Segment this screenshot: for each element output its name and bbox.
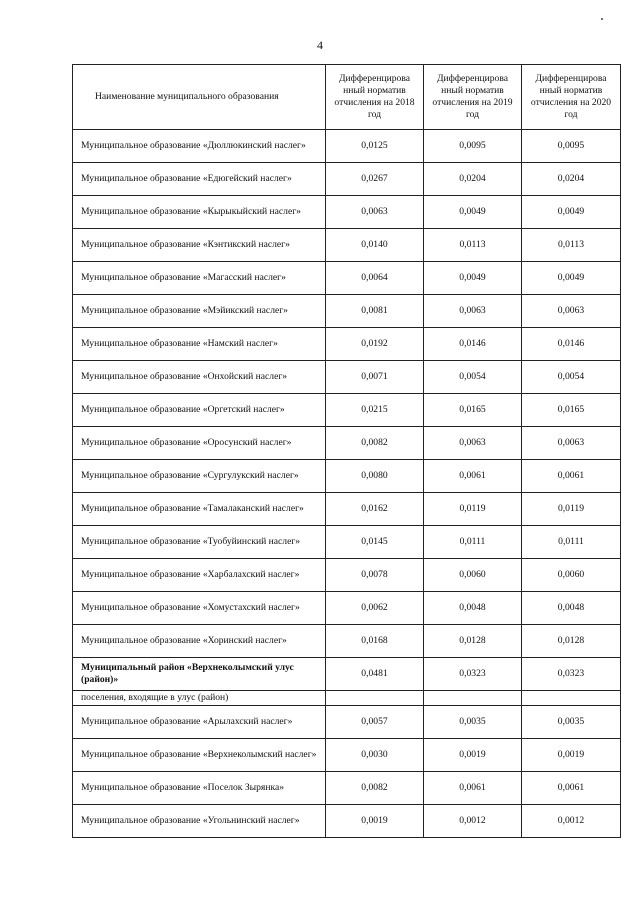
table-body <box>73 130 621 838</box>
table-row <box>73 526 621 559</box>
norm-2020-cell: 0,0048 <box>522 592 621 625</box>
table-row <box>73 394 621 427</box>
norm-2020-cell: 0,0128 <box>522 625 621 658</box>
norm-2018-cell: 0,0071 <box>326 361 424 394</box>
norm-2018-cell: 0,0057 <box>326 706 424 739</box>
norm-2019-cell: 0,0060 <box>424 559 522 592</box>
norm-2018-cell: 0,0082 <box>326 772 424 805</box>
page-number: 4 <box>317 38 323 52</box>
municipality-name-cell: Муниципальное образование «Едюгейский наслег» <box>73 163 326 196</box>
norm-2018-cell: 0,0162 <box>326 493 424 526</box>
table-row <box>73 361 621 394</box>
norm-2018-cell: 0,0078 <box>326 559 424 592</box>
norm-2019-cell: 0,0012 <box>424 805 522 838</box>
municipality-name-cell: Муниципальное образование «Оросунский наслег» <box>73 427 326 460</box>
norm-2020-cell: 0,0061 <box>522 460 621 493</box>
norm-2018-cell: 0,0062 <box>326 592 424 625</box>
norm-2019-cell: 0,0111 <box>424 526 522 559</box>
norm-2019-cell: 0,0019 <box>424 739 522 772</box>
norm-2019-cell: 0,0146 <box>424 328 522 361</box>
norm-2020-cell: 0,0111 <box>522 526 621 559</box>
table-row <box>73 691 621 706</box>
scan-speck <box>601 18 603 20</box>
table-row <box>73 739 621 772</box>
municipality-name-cell: Муниципальное образование «Харбалахский наслег» <box>73 559 326 592</box>
municipality-name-cell: Муниципальное образование «Арылахский наслег» <box>73 706 326 739</box>
norm-2019-cell: 0,0061 <box>424 772 522 805</box>
norm-2018-cell: 0,0267 <box>326 163 424 196</box>
norm-2018-cell: 0,0063 <box>326 196 424 229</box>
norm-2019-cell: 0,0113 <box>424 229 522 262</box>
table-row <box>73 229 621 262</box>
table-row <box>73 163 621 196</box>
table-row <box>73 262 621 295</box>
municipality-name-cell: Муниципальное образование «Угольнинский наслег» <box>73 805 326 838</box>
table-row <box>73 460 621 493</box>
norm-2019-cell: 0,0063 <box>424 427 522 460</box>
table-header-row <box>73 65 621 130</box>
norm-2018-cell <box>326 691 424 706</box>
norm-2018-cell: 0,0145 <box>326 526 424 559</box>
header-2019: Дифференцирова нный норматив отчисления на 2019 год <box>424 65 522 130</box>
municipality-name-cell: Муниципальное образование «Сургулукский наслег» <box>73 460 326 493</box>
table-row <box>73 427 621 460</box>
table-row <box>73 805 621 838</box>
norm-2019-cell <box>424 691 522 706</box>
table-row <box>73 328 621 361</box>
norm-2018-cell: 0,0215 <box>326 394 424 427</box>
norm-2020-cell: 0,0113 <box>522 229 621 262</box>
norm-2018-cell: 0,0192 <box>326 328 424 361</box>
municipality-name-cell: Муниципальное образование «Кэнтикский наслег» <box>73 229 326 262</box>
table-row <box>73 592 621 625</box>
norm-2020-cell: 0,0054 <box>522 361 621 394</box>
municipality-name-cell: Муниципальное образование «Хомустахский наслег» <box>73 592 326 625</box>
norm-2019-cell: 0,0063 <box>424 295 522 328</box>
norm-2020-cell: 0,0095 <box>522 130 621 163</box>
norms-table <box>72 64 621 838</box>
norm-2020-cell: 0,0049 <box>522 262 621 295</box>
norm-2020-cell: 0,0063 <box>522 427 621 460</box>
table-row <box>73 130 621 163</box>
norm-2019-cell: 0,0165 <box>424 394 522 427</box>
norm-2020-cell: 0,0119 <box>522 493 621 526</box>
norm-2019-cell: 0,0095 <box>424 130 522 163</box>
norm-2018-cell: 0,0080 <box>326 460 424 493</box>
norm-2018-cell: 0,0064 <box>326 262 424 295</box>
norm-2020-cell: 0,0012 <box>522 805 621 838</box>
table-row <box>73 196 621 229</box>
norm-2019-cell: 0,0061 <box>424 460 522 493</box>
norm-2020-cell: 0,0061 <box>522 772 621 805</box>
norm-2019-cell: 0,0323 <box>424 658 522 691</box>
norm-2020-cell: 0,0049 <box>522 196 621 229</box>
norm-2018-cell: 0,0030 <box>326 739 424 772</box>
municipality-name-cell: поселения, входящие в улус (район) <box>73 691 326 706</box>
norm-2020-cell: 0,0323 <box>522 658 621 691</box>
norm-2019-cell: 0,0054 <box>424 361 522 394</box>
norm-2019-cell: 0,0204 <box>424 163 522 196</box>
table-row <box>73 658 621 691</box>
norm-2020-cell: 0,0060 <box>522 559 621 592</box>
municipality-name-cell: Муниципальное образование «Туобуйинский наслег» <box>73 526 326 559</box>
table-row <box>73 295 621 328</box>
table-row <box>73 559 621 592</box>
norm-2018-cell: 0,0481 <box>326 658 424 691</box>
norm-2018-cell: 0,0019 <box>326 805 424 838</box>
norm-2019-cell: 0,0035 <box>424 706 522 739</box>
municipality-name-cell: Муниципальное образование «Оргетский наслег» <box>73 394 326 427</box>
norm-2020-cell: 0,0204 <box>522 163 621 196</box>
header-2020: Дифференцирова нный норматив отчисления на 2020 год <box>522 65 621 130</box>
norm-2018-cell: 0,0081 <box>326 295 424 328</box>
norm-2020-cell: 0,0019 <box>522 739 621 772</box>
norm-2020-cell: 0,0146 <box>522 328 621 361</box>
header-municipality: Наименование муниципального образования <box>73 65 326 130</box>
municipality-name-cell: Муниципальное образование «Мэйикский наслег» <box>73 295 326 328</box>
municipality-name-cell: Муниципальный район «Верхнеколымский улус (район)» <box>73 658 326 691</box>
norm-2019-cell: 0,0049 <box>424 262 522 295</box>
norm-2018-cell: 0,0082 <box>326 427 424 460</box>
municipality-name-cell: Муниципальное образование «Магасский наслег» <box>73 262 326 295</box>
norm-2019-cell: 0,0049 <box>424 196 522 229</box>
municipality-name-cell: Муниципальное образование «Поселок Зырянка» <box>73 772 326 805</box>
municipality-name-cell: Муниципальное образование «Намский наслег» <box>73 328 326 361</box>
header-2018: Дифференцирова нный норматив отчисления на 2018 год <box>326 65 424 130</box>
table-row <box>73 772 621 805</box>
norm-2018-cell: 0,0140 <box>326 229 424 262</box>
norm-2020-cell: 0,0063 <box>522 295 621 328</box>
norm-2020-cell: 0,0035 <box>522 706 621 739</box>
municipality-name-cell: Муниципальное образование «Кырыкыйский наслег» <box>73 196 326 229</box>
norm-2020-cell <box>522 691 621 706</box>
norm-2019-cell: 0,0119 <box>424 493 522 526</box>
municipality-name-cell: Муниципальное образование «Хоринский наслег» <box>73 625 326 658</box>
norm-2018-cell: 0,0125 <box>326 130 424 163</box>
table-row <box>73 493 621 526</box>
municipality-name-cell: Муниципальное образование «Тамалаканский наслег» <box>73 493 326 526</box>
table-row <box>73 706 621 739</box>
municipality-name-cell: Муниципальное образование «Дюллюкинский наслег» <box>73 130 326 163</box>
norm-2020-cell: 0,0165 <box>522 394 621 427</box>
norm-2019-cell: 0,0048 <box>424 592 522 625</box>
municipality-name-cell: Муниципальное образование «Онхойский наслег» <box>73 361 326 394</box>
table-row <box>73 625 621 658</box>
municipality-name-cell: Муниципальное образование «Верхнеколымский наслег» <box>73 739 326 772</box>
norm-2018-cell: 0,0168 <box>326 625 424 658</box>
norm-2019-cell: 0,0128 <box>424 625 522 658</box>
